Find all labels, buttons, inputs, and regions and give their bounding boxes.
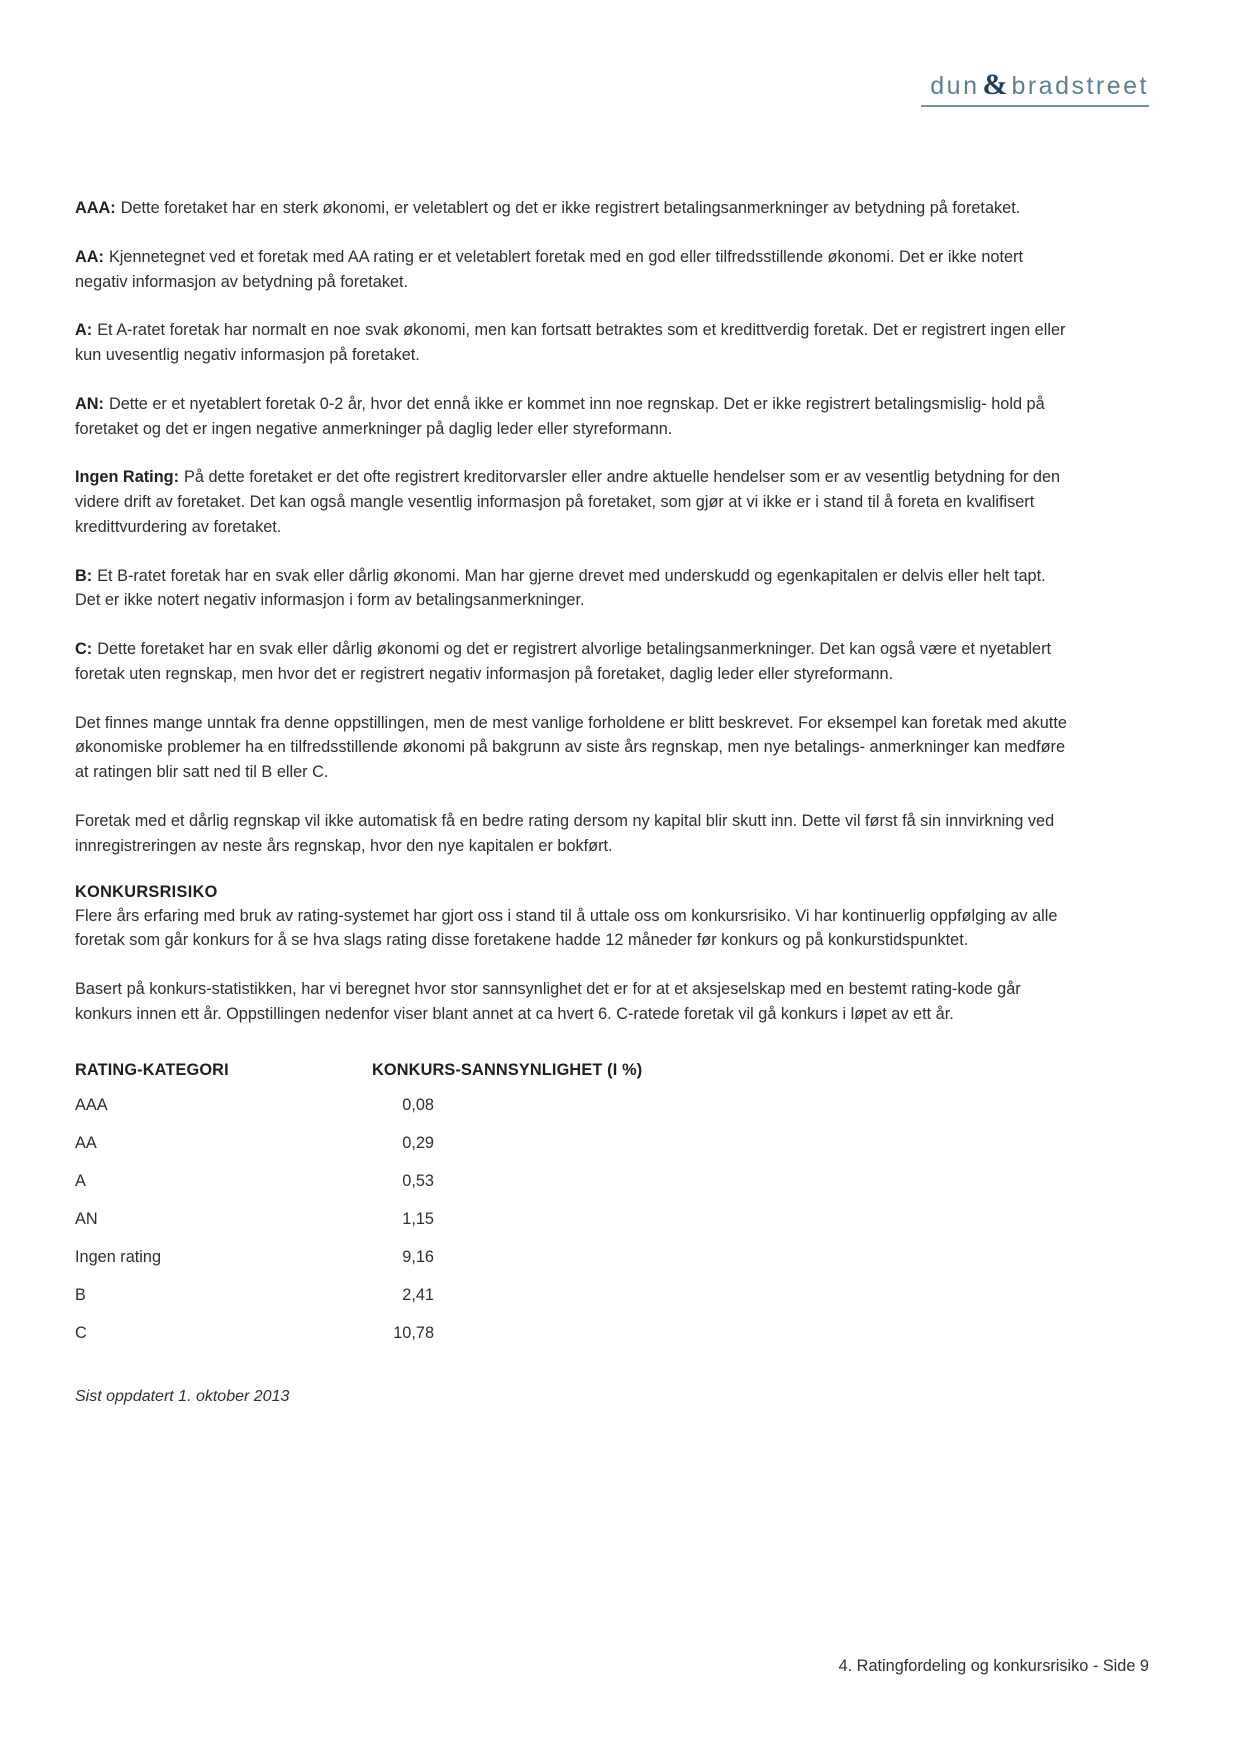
cell-probability [372, 1134, 715, 1172]
rating-text-an: Dette er et nyetablert foretak 0-2 år, hvor det ennå ikke er kommet inn noe regnskap. Det er ikke registrert betalingsmislig- hold på foretaket og det er ingen negative anmerkninger på daglig leder eller styreformann. [75, 394, 1045, 438]
bankruptcy-probability-table [75, 1061, 715, 1362]
rating-paragraph-aa [75, 245, 1075, 295]
capital-paragraph: Foretak med et dårlig regnskap vil ikke automatisk få en bedre rating dersom ny kapital blir skutt inn. Dette vil først få sin innvirkning ved innregistreringen av neste års regnskap, hvor den nye kapitalen er bokført. [75, 812, 1055, 855]
probability-value: 0,29 [402, 1133, 434, 1152]
rating-text-aaa: Dette foretaket har en sterk økonomi, er veletablert og det er ikke registrert betalingsanmerkninger av betydning på foretaket. [120, 199, 1021, 217]
table-row [75, 1324, 715, 1362]
column-header-rating-kategori: RATING-KATEGORI [75, 1060, 229, 1079]
cell-rating-category: AAA [75, 1095, 108, 1114]
rating-label-a: A: [75, 321, 93, 340]
probability-value: 9,16 [402, 1247, 434, 1266]
column-header-konkurs-sannsynlighet: KONKURS-SANNSYNLIGHET (I %) [372, 1060, 643, 1079]
cell-rating-category: AN [75, 1209, 98, 1228]
probability-value: 1,15 [402, 1209, 434, 1228]
rating-text-a: Et A-ratet foretak har normalt en noe svak økonomi, men kan fortsatt betraktes som et kredittverdig foretak. Det er registrert ingen eller kun uvesentlig negativ informasjon på foretaket. [75, 321, 1066, 365]
page-footer: 4. Ratingfordeling og konkursrisiko - Side 9 [838, 1657, 1149, 1675]
table-row [75, 1172, 715, 1210]
rating-text-ingen-rating: På dette foretaket er det ofte registrert kreditorvarsler eller andre aktuelle hendelser som er av vesentlig betydning for den videre drift av foretaket. Det kan også mangle vesentlig informasjon på foretaket, som gjør at vi ikke er i stand til å foreta en kvalifisert kredittvurdering av foretaket. [75, 468, 1061, 536]
logo-left-word: dun [930, 72, 980, 100]
cell-rating-category: AA [75, 1133, 97, 1152]
rating-text-c: Dette foretaket har en svak eller dårlig økonomi og det er registrert alvorlige betalingsanmerkninger. Det kan også være et nyetablert foretak uten regnskap, men hvor det er registrert negativ informasjon på foretaket, daglig leder eller styreformann. [75, 640, 1052, 683]
table-header-row [75, 1061, 715, 1096]
rating-paragraph-aaa [75, 196, 1075, 221]
probability-value: 0,08 [402, 1095, 434, 1114]
table-head [75, 1061, 715, 1096]
probability-value: 2,41 [402, 1285, 434, 1304]
rating-label-b: B: [75, 566, 93, 585]
dun-bradstreet-logo [930, 68, 1149, 102]
cell-probability [372, 1172, 715, 1210]
rating-paragraph-ingen-rating [75, 465, 1075, 539]
konkursrisiko-paragraph-2: Basert på konkurs-statistikken, har vi beregnet hvor stor sannsynlighet det er for at et aksjeselskap med en bestemt rating-kode går konkurs innen ett år. Oppstillingen nedenfor viser blant annet at ca hvert 6. C-ratede foretak vil gå konkurs i løpet av ett år. [75, 980, 1021, 1023]
logo-ampersand-icon: & [982, 68, 1009, 101]
cell-probability [372, 1096, 715, 1134]
cell-rating-category: C [75, 1323, 87, 1342]
last-updated-note: Sist oppdatert 1. oktober 2013 [75, 1387, 290, 1405]
exceptions-paragraph: Det finnes mange unntak fra denne oppstillingen, men de mest vanlige forholdene er blitt beskrevet. For eksempel kan foretak med akutte økonomiske problemer ha en tilfredsstillende økonomi på bakgrunn av siste års regnskap, men nye betalings- anmerkninger kan medføre at ratingen blir satt ned til B eller C. [75, 713, 1067, 782]
konkursrisiko-paragraph-1: Flere års erfaring med bruk av rating-systemet har gjort oss i stand til å uttale oss om konkursrisiko. Vi har kontinuerlig oppfølging av alle foretak som går konkurs for å se hva slags rating disse foretakene hadde 12 måneder før konkurs og på konkurstidspunktet. [75, 906, 1058, 950]
document-body [75, 196, 1075, 1406]
cell-probability [372, 1286, 715, 1324]
probability-value: 0,53 [402, 1171, 434, 1190]
logo-right-word: bradstreet [1011, 72, 1149, 100]
cell-rating-category: Ingen rating [75, 1247, 161, 1266]
rating-label-aaa: AAA: [75, 199, 116, 217]
rating-paragraph-a [75, 318, 1075, 368]
rating-label-an: AN: [75, 394, 104, 413]
cell-probability [372, 1210, 715, 1248]
rating-paragraph-c [75, 637, 1075, 687]
cell-rating-category: A [75, 1171, 86, 1190]
rating-label-ingen-rating: Ingen Rating: [75, 468, 180, 487]
rating-paragraph-an [75, 392, 1075, 442]
cell-probability [372, 1248, 715, 1286]
table-row [75, 1286, 715, 1324]
table-row [75, 1210, 715, 1248]
rating-text-b: Et B-ratet foretak har en svak eller dårlig økonomi. Man har gjerne drevet med underskudd og egenkapitalen er delvis eller helt tapt. Det er ikke notert negativ informasjon i form av betalingsanmerkninger. [75, 566, 1046, 610]
rating-paragraph-b [75, 564, 1075, 614]
table-row [75, 1096, 715, 1134]
probability-value: 10,78 [393, 1323, 434, 1342]
rating-label-aa: AA: [75, 247, 104, 266]
table-body [75, 1096, 715, 1362]
rating-label-c: C: [75, 640, 93, 659]
logo-underline-divider [921, 105, 1149, 107]
table-row [75, 1248, 715, 1286]
cell-probability [372, 1324, 715, 1362]
table-row [75, 1134, 715, 1172]
cell-rating-category: B [75, 1285, 86, 1304]
rating-text-aa: Kjennetegnet ved et foretak med AA rating er et veletablert foretak med en god eller tilfredsstillende økonomi. Det er ikke notert negativ informasjon av betydning på foretaket. [75, 247, 1023, 291]
section-title-konkursrisiko: KONKURSRISIKO [75, 882, 218, 901]
